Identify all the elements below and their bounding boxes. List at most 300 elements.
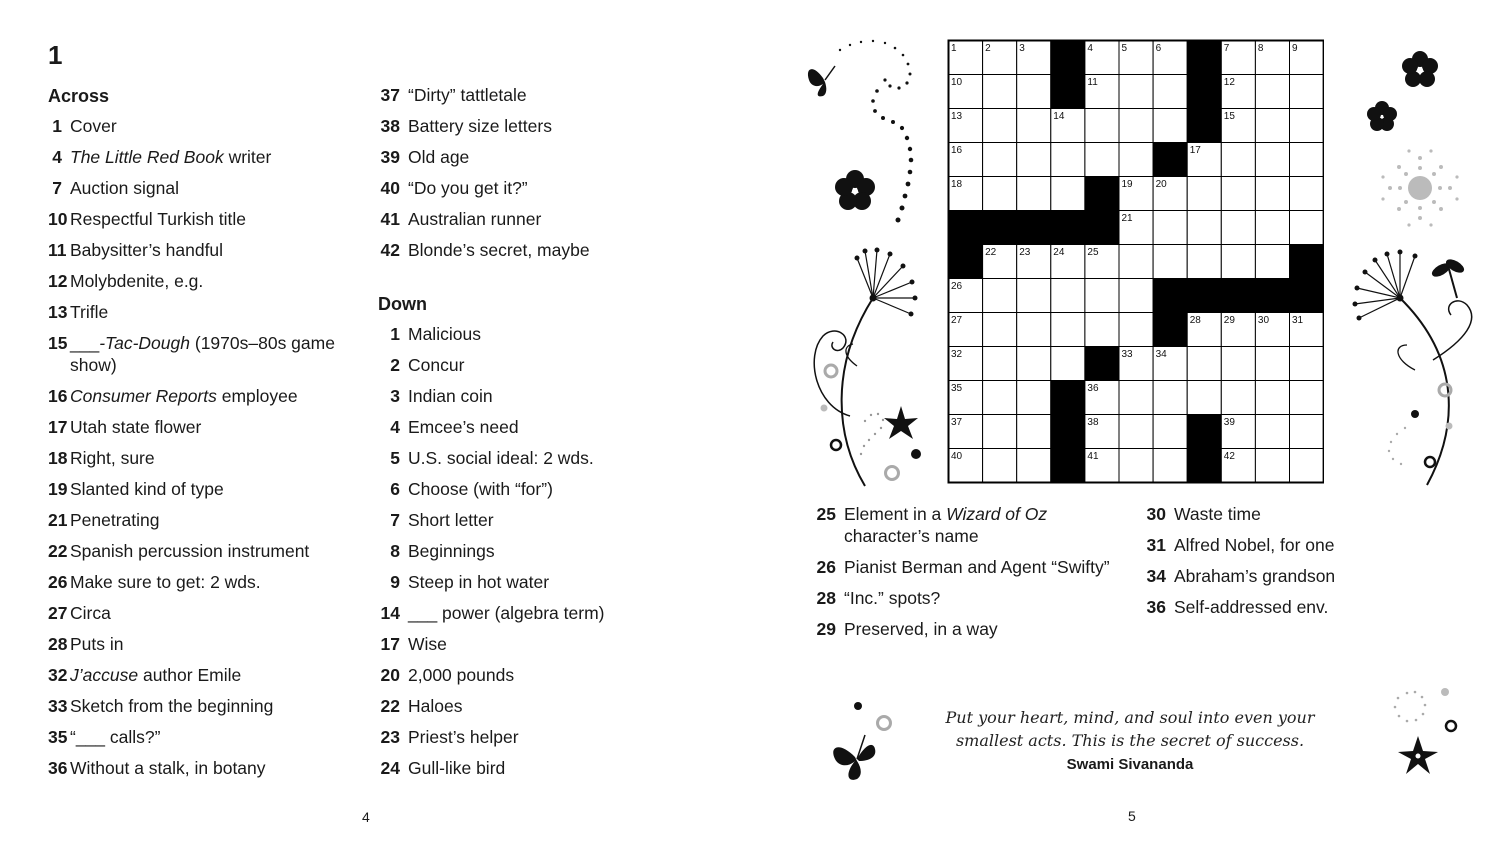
grid-cell[interactable] [1051,177,1085,211]
clue-text-part: Alfred Nobel, for one [1174,535,1335,555]
clue-text-part: writer [223,147,272,167]
cell-number: 37 [951,417,963,428]
grid-cell[interactable] [983,347,1017,381]
cell-number: 21 [1121,213,1133,224]
cell-number: 29 [1223,315,1235,326]
grid-cell[interactable] [983,313,1017,347]
across-clue [48,115,348,137]
grid-cell[interactable] [1290,75,1324,109]
floral-decoration-left [795,36,935,496]
cell-number: 12 [1223,77,1235,88]
clue-number: 20 [380,665,400,685]
down-clue [378,385,678,407]
clue-text [70,602,348,624]
clue-text-part: Self-addressed env. [1174,597,1329,617]
cell-number: 36 [1087,383,1099,394]
flower-icon [1398,736,1438,774]
down-clue [378,726,678,748]
grid-cell[interactable] [1255,211,1289,245]
across-clue [48,416,348,438]
clue-text-part: The Little Red Book [70,147,224,167]
black-cell [1051,75,1085,109]
crossword-grid[interactable] [947,39,1324,485]
cell-number: 18 [951,179,963,190]
down-clue [378,447,678,469]
clue-number: 4 [390,417,400,437]
clue-number: 17 [48,417,68,437]
clue-text-part: 2,000 pounds [408,665,515,685]
grid-cell[interactable] [1153,211,1187,245]
cell-number: 13 [951,111,963,122]
black-cell [1290,279,1324,313]
across-clue [48,571,348,593]
down-clue [378,633,678,655]
clue-text-part: Sketch from the beginning [70,696,274,716]
clue-text-part: “Dirty” tattletale [408,85,527,105]
clue-text [70,447,348,469]
grid-cell[interactable] [1119,313,1153,347]
across-clue [48,602,348,624]
clue-text [1174,534,1374,556]
clue-number: 41 [380,209,400,229]
clue-text [844,556,1134,578]
clue-text [408,385,678,407]
clue-number: 17 [380,634,400,654]
grid-cell[interactable] [1290,449,1324,483]
clue-number: 27 [48,603,68,623]
clue-number: 11 [48,240,67,260]
grid-cell[interactable] [1153,109,1187,143]
clue-text-part: -Tac-Dough [99,333,190,353]
black-cell [1187,279,1221,313]
clue-number: 1 [52,116,62,136]
grid-cell[interactable] [1085,313,1119,347]
clue-number: 22 [380,696,400,716]
across-clue [48,478,348,500]
clue-number: 26 [48,572,68,592]
grid-cell[interactable] [1290,211,1324,245]
clue-text [70,664,348,686]
grid-cell[interactable] [1290,177,1324,211]
clue-number: 37 [380,85,400,105]
grid-cell[interactable] [983,143,1017,177]
grid-cell[interactable] [1017,109,1051,143]
across-clue [378,208,678,230]
clue-text [70,239,348,261]
clue-text-part: Auction signal [70,178,179,198]
clue-text [70,115,348,137]
grid-cell[interactable] [983,381,1017,415]
grid-cell[interactable] [1085,143,1119,177]
black-cell [1051,415,1085,449]
clue-text-part: Circa [70,603,111,623]
black-cell [1017,211,1051,245]
down-clue [1144,503,1374,525]
grid-cell[interactable] [1255,415,1289,449]
across-clue [48,695,348,717]
down-clue [814,556,1134,578]
clue-text [844,587,1134,609]
grid-cell[interactable] [1051,347,1085,381]
clue-number: 38 [380,116,400,136]
clue-text-part: Spanish percussion instrument [70,541,310,561]
butterfly-icon [808,66,835,96]
clue-text-part: Short letter [408,510,494,530]
clue-number: 6 [390,479,400,499]
clue-text-part: J’accuse [70,665,139,685]
cell-number: 19 [1121,179,1133,190]
grid-cell[interactable] [1221,211,1255,245]
grid-cell[interactable] [1017,415,1051,449]
grid-cell[interactable] [1119,381,1153,415]
down-clue [378,571,678,593]
clue-number: 26 [816,557,836,577]
clue-text [70,540,348,562]
down-clue [378,354,678,376]
clue-number: 2 [390,355,400,375]
grid-cell[interactable] [1153,449,1187,483]
across-clue [48,146,348,168]
quote [930,706,1330,773]
cell-number: 30 [1257,315,1270,326]
clue-text-part: Australian runner [408,209,542,229]
clue-text-part: Preserved, in a way [844,619,998,639]
cell-number: 24 [1053,247,1065,258]
cell-number: 42 [1223,451,1235,462]
clue-text-part: author Emile [138,665,242,685]
black-cell [1187,449,1221,483]
clue-text [70,177,348,199]
clue-number: 28 [816,588,836,608]
clue-text-part: Wise [408,634,447,654]
down-clue [378,664,678,686]
grid-cell[interactable] [1153,75,1187,109]
grid-cell[interactable] [1119,245,1153,279]
black-cell [1153,279,1187,313]
clue-text [70,726,348,748]
black-cell [949,245,983,279]
grid-cell[interactable] [1119,75,1153,109]
clue-number: 7 [52,178,62,198]
across-clue [378,146,678,168]
cell-number: 41 [1087,451,1099,462]
clue-number: 18 [48,448,68,468]
grid-cell[interactable] [1187,381,1221,415]
black-cell [1187,109,1221,143]
cell-number: 22 [985,247,997,258]
grid-cell[interactable] [1085,279,1119,313]
grid-cell[interactable] [1187,245,1221,279]
clue-text [70,478,348,500]
cell-number: 10 [951,77,963,88]
clue-text [408,416,678,438]
cell-number: 33 [1121,349,1133,360]
black-cell [1221,279,1255,313]
clue-number: 21 [48,510,68,530]
cell-number: 27 [951,315,963,326]
quote-author: Swami Sivananda [1066,756,1194,773]
grid-cell[interactable] [1255,245,1289,279]
cell-number: 31 [1292,315,1304,326]
butterfly-decoration [825,697,905,787]
clue-text [70,208,348,230]
clue-number: 25 [816,504,836,524]
down-clue [814,618,1134,640]
down-clue [814,587,1134,609]
grid-cell[interactable] [983,75,1017,109]
clue-text-part: Choose (with “for”) [408,479,553,499]
grid-cell[interactable] [1221,245,1255,279]
clue-text [70,633,348,655]
black-cell [1187,41,1221,75]
clue-text-part: (1970s–80s game show) [70,333,335,375]
black-cell [983,211,1017,245]
clue-text [408,664,678,686]
clue-number: 35 [48,727,68,747]
down-column-3 [1144,503,1374,627]
page-number-right: 5 [1128,808,1136,824]
cell-number: 38 [1087,417,1099,428]
grid-cell[interactable] [1255,381,1289,415]
grid-cell[interactable] [1017,75,1051,109]
clue-text-part: “Do you get it?” [408,178,528,198]
grid-cell[interactable] [1017,143,1051,177]
clue-text-part: Old age [408,147,470,167]
down-clue [814,503,1134,547]
clue-text [408,633,678,655]
clue-number: 15 [48,333,68,353]
clue-text-part: Puts in [70,634,124,654]
puzzle-number: 1 [48,40,63,70]
black-cell [1187,415,1221,449]
clue-text-part: Respectful Turkish title [70,209,247,229]
grid-cell[interactable] [1051,279,1085,313]
grid-cell[interactable] [1290,347,1324,381]
clue-text [408,478,678,500]
clue-text-part: Priest’s helper [408,727,519,747]
grid-cell[interactable] [1119,109,1153,143]
clue-number: 42 [380,240,400,260]
across-clue [378,115,678,137]
clue-text [408,208,678,230]
clue-text [70,385,348,407]
clue-text [70,571,348,593]
down-clue [378,509,678,531]
grid-cell[interactable] [1255,177,1289,211]
clue-text-part: Make sure to get: 2 wds. [70,572,261,592]
flower-icon [835,170,875,210]
grid-cell[interactable] [1187,177,1221,211]
clue-text [408,115,678,137]
grid-cell[interactable] [1017,449,1051,483]
clue-text-part: employee [216,386,298,406]
grid-cell[interactable] [983,279,1017,313]
grid-cell[interactable] [1119,449,1153,483]
across-heading: Across [48,86,110,106]
down-clue [378,757,678,779]
clue-text-part: Babysitter’s handful [70,240,224,260]
clue-text-part: Indian coin [408,386,493,406]
clue-text [408,602,678,624]
across-clue [48,208,348,230]
cell-number: 40 [951,451,963,462]
grid-cell[interactable] [1153,381,1187,415]
clue-text-part: Emcee’s need [408,417,519,437]
clue-number: 16 [48,386,68,406]
clue-text [70,695,348,717]
clue-number: 34 [1146,566,1166,586]
cell-number: 5 [1121,43,1128,54]
clue-number: 36 [1146,597,1166,617]
clue-text-part: Molybdenite, e.g. [70,271,204,291]
grid-cell[interactable] [983,449,1017,483]
grid-cell[interactable] [1119,279,1153,313]
black-cell [1085,211,1119,245]
clue-text-part: U.S. social ideal: 2 wds. [408,448,594,468]
black-cell [1290,245,1324,279]
grid-cell[interactable] [1255,449,1289,483]
cell-number: 15 [1223,111,1235,122]
cell-number: 9 [1292,43,1298,54]
grid-cell[interactable] [1085,109,1119,143]
flower-icon [1367,101,1397,131]
cell-number: 20 [1155,179,1167,190]
grid-cell[interactable] [1051,143,1085,177]
grid-cell[interactable] [1187,347,1221,381]
grid-cell[interactable] [1119,143,1153,177]
grid-cell[interactable] [983,177,1017,211]
grid-cell[interactable] [1221,177,1255,211]
grid-cell[interactable] [1290,109,1324,143]
grid-cell[interactable] [1017,177,1051,211]
page-number-left: 4 [362,809,370,825]
clue-text [408,447,678,469]
clue-text [70,301,348,323]
clue-text-part: Penetrating [70,510,160,530]
grid-cell[interactable] [1017,347,1051,381]
clue-number: 39 [380,147,400,167]
clue-text-part: Battery size letters [408,116,552,136]
clue-number: 23 [380,727,400,747]
grid-cell[interactable] [1017,381,1051,415]
clue-text-part: Malicious [408,324,481,344]
clue-text-part: Element in a [844,504,947,524]
grid-cell[interactable] [1051,313,1085,347]
clue-text [1174,596,1374,618]
clue-text-part: Beginnings [408,541,495,561]
cell-number: 17 [1189,145,1201,156]
clue-text-part: character’s name [844,526,979,546]
grid-cell[interactable] [1290,381,1324,415]
grid-cell[interactable] [1119,415,1153,449]
clue-text [408,571,678,593]
clue-number: 8 [390,541,400,561]
black-cell [1051,211,1085,245]
clue-text-part: Slanted kind of type [70,479,224,499]
across-clue [48,301,348,323]
clue-number: 29 [816,619,836,639]
clue-text [844,618,1134,640]
clue-text-part: Haloes [408,696,463,716]
black-cell [1085,177,1119,211]
grid-cell[interactable] [1187,211,1221,245]
down-clue [378,602,678,624]
cell-number: 2 [985,43,991,54]
cell-number: 32 [951,349,963,360]
grid-cell[interactable] [983,415,1017,449]
grid-cell[interactable] [1290,415,1324,449]
clue-text-part: Cover [70,116,117,136]
clue-text [70,416,348,438]
grid-cell[interactable] [1290,143,1324,177]
clue-number: 10 [48,209,68,229]
clue-number: 9 [390,572,400,592]
clue-text-part: Consumer Reports [70,386,217,406]
across-clue [48,664,348,686]
clue-text [408,146,678,168]
clue-text-part: “Inc.” spots? [844,588,941,608]
black-cell [1153,313,1187,347]
grid-cell[interactable] [1017,279,1051,313]
grid-cell[interactable] [1153,415,1187,449]
grid-cell[interactable] [1153,245,1187,279]
down-clue [1144,534,1374,556]
grid-cell[interactable] [1221,143,1255,177]
grid-cell[interactable] [1255,75,1289,109]
clue-number: 7 [390,510,400,530]
down-clue [378,695,678,717]
clue-text-part: Trifle [70,302,109,322]
dragonfly-icon [1431,258,1465,298]
clue-number: 3 [390,386,400,406]
cell-number: 23 [1019,247,1031,258]
down-clue [378,323,678,345]
cell-number: 35 [951,383,963,394]
down-column-2 [814,503,1134,649]
grid-cell[interactable] [1255,347,1289,381]
clue-text-part: Abraham’s grandson [1174,566,1336,586]
clue-text [70,270,348,292]
clue-text [408,540,678,562]
black-cell [1051,449,1085,483]
clue-text-part: Utah state flower [70,417,202,437]
down-clue [1144,596,1374,618]
grid-cell[interactable] [983,109,1017,143]
clue-text [70,757,348,779]
grid-cell[interactable] [1255,109,1289,143]
quote-line-1: Put your heart, mind, and soul into even your [945,708,1315,727]
clue-text [408,84,678,106]
clue-number: 32 [48,665,68,685]
clue-text-part: ___ power (algebra term) [408,603,605,623]
grid-cell[interactable] [1221,381,1255,415]
down-clue [1144,565,1374,587]
clue-text-part: Concur [408,355,465,375]
clue-number: 12 [48,271,68,291]
grid-cell[interactable] [1017,313,1051,347]
clue-number: 22 [48,541,68,561]
down-heading: Down [378,294,427,314]
clue-text [408,354,678,376]
across-clue [48,447,348,469]
across-clue [48,385,348,407]
across-clue [48,633,348,655]
grid-cell[interactable] [1221,347,1255,381]
cell-number: 6 [1155,43,1162,54]
down-clue [378,416,678,438]
grid-cell[interactable] [1255,143,1289,177]
clue-text [408,757,678,779]
